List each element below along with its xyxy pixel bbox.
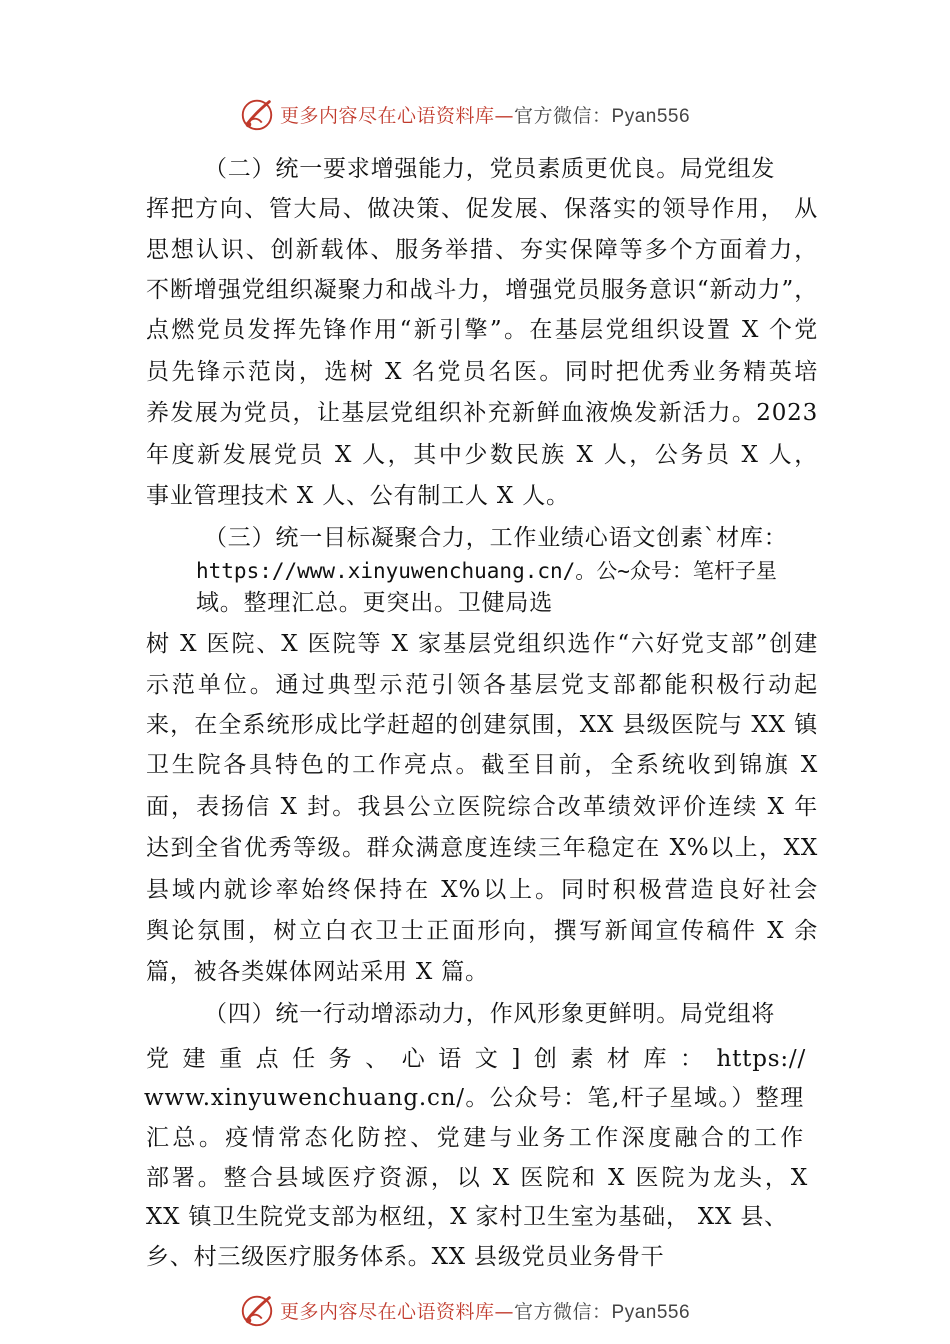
text-line: 挥把方向、管大局、做决策、促发展、保落实的领导作用， 从 bbox=[146, 196, 818, 222]
text-line: 不断增强党组织凝聚力和战斗力，增强党员服务意识“新动力”， bbox=[146, 277, 818, 303]
text-line: 部署。整合县域医疗资源，以 X 医院和 X 医院为龙头，X bbox=[146, 1165, 808, 1191]
section-two-heading-line: （二）统一要求增强能力，党员素质更优良。局党组发 bbox=[204, 156, 776, 182]
text-line: 树 X 医院、X 医院等 X 家基层党组织选作“六好党支部”创建 bbox=[146, 631, 818, 657]
brush-logo-icon bbox=[238, 1291, 276, 1329]
text-line: https://www.xinyuwenchuang.cn/。公~众号：笔杆子星 bbox=[196, 559, 777, 583]
text-line: 汇总。疫情常态化防控、党建与业务工作深度融合的工作 bbox=[146, 1125, 804, 1151]
text-line: 达到全省优秀等级。群众满意度连续三年稳定在 X%以上，XX bbox=[146, 835, 818, 861]
watermark-text: 更多内容尽在心语资料库—官方微信：Pyan556 bbox=[280, 1300, 691, 1323]
text-line: 示范单位。通过典型示范引领各基层党支部都能积极行动起 bbox=[146, 672, 818, 698]
text-line: 来，在全系统形成比学赶超的创建氛围，XX 县级医院与 XX 镇 bbox=[146, 712, 818, 738]
text-line: 域。整理汇总。更突出。卫健局选 bbox=[196, 590, 553, 616]
text-line: 年度新发展党员 X 人，其中少数民族 X 人，公务员 X 人， bbox=[146, 442, 818, 468]
section-three-heading-line: （三）统一目标凝聚合力，工作业绩心语文创素`材库： bbox=[204, 525, 788, 551]
watermark-banner-top bbox=[238, 94, 738, 134]
text-line: 点燃党员发挥先锋作用“新引擎”。在基层党组织设置 X 个党 bbox=[146, 317, 818, 343]
section-four-heading-line: （四）统一行动增添动力，作风形象更鲜明。局党组将 bbox=[204, 1001, 776, 1027]
text-line: XX 镇卫生院党支部为枢纽，X 家村卫生室为基础， XX 县、 bbox=[146, 1204, 788, 1230]
brush-logo-icon bbox=[238, 95, 276, 133]
text-line: 员先锋示范岗，选树 X 名党员名医。同时把优秀业务精英培 bbox=[146, 359, 818, 385]
text-line: 卫生院各具特色的工作亮点。截至目前，全系统收到锦旗 X bbox=[146, 752, 818, 778]
text-line: 面，表扬信 X 封。我县公立医院综合改革绩效评价连续 X 年 bbox=[146, 794, 818, 820]
text-line: 事业管理技术 X 人、公有制工人 X 人。 bbox=[146, 483, 570, 509]
text-line: 思想认识、创新载体、服务举措、夯实保障等多个方面着力， bbox=[146, 237, 818, 263]
text-line: 党建重点任务、心语文]创素材库：https:// bbox=[146, 1046, 806, 1072]
text-line: 乡、村三级医疗服务体系。XX 县级党员业务骨干 bbox=[146, 1244, 665, 1270]
text-line: www.xinyuwenchuang.cn/。公众号：笔,杆子星域。）整理 bbox=[144, 1085, 804, 1111]
text-line: 舆论氛围，树立白衣卫士正面形向，撰写新闻宣传稿件 X 余 bbox=[146, 918, 818, 944]
text-line: 篇，被各类媒体网站采用 X 篇。 bbox=[146, 959, 489, 985]
text-line: 县域内就诊率始终保持在 X%以上。同时积极营造良好社会 bbox=[146, 877, 818, 903]
watermark-text: 更多内容尽在心语资料库—官方微信：Pyan556 bbox=[280, 104, 691, 127]
watermark-banner-bottom bbox=[238, 1290, 738, 1330]
text-line: 养发展为党员，让基层党组织补充新鲜血液焕发新活力。2023 bbox=[146, 400, 818, 426]
